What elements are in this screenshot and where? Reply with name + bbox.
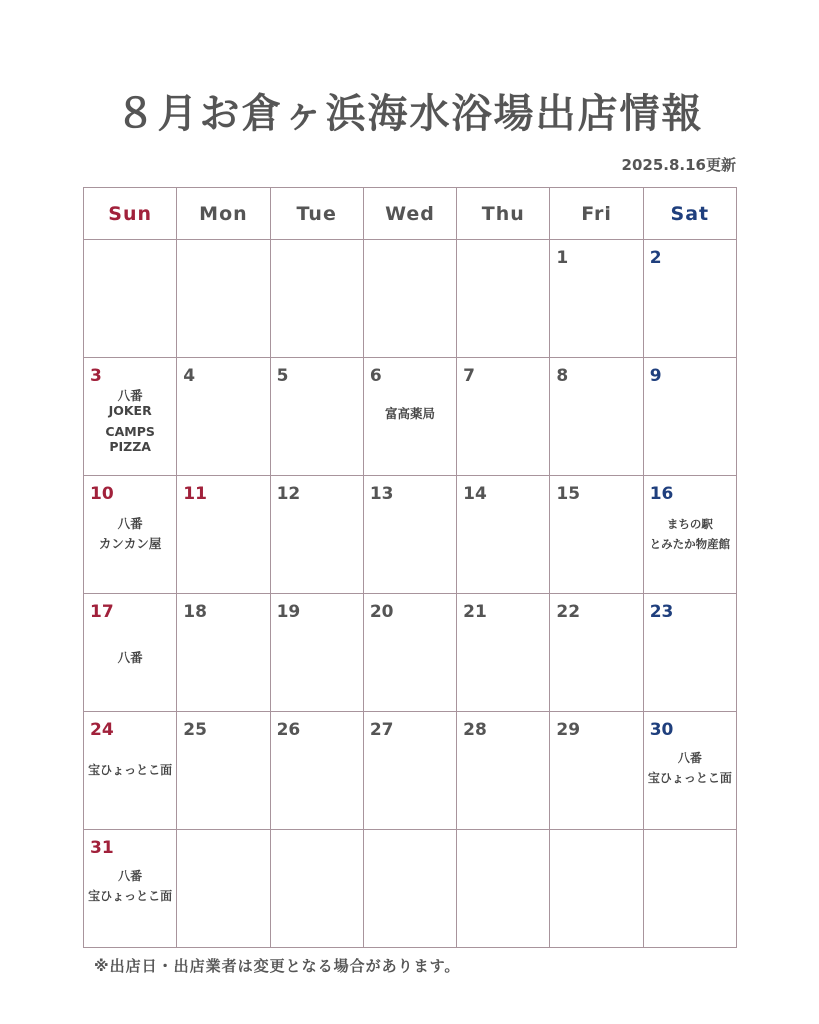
day-cell-24: [84, 712, 177, 830]
day-cell-18: [177, 594, 270, 712]
day-cell-7: [457, 358, 550, 476]
page-title: ８月お倉ヶ浜海水浴場出店情報: [115, 91, 704, 137]
day-cell-23: [643, 594, 736, 712]
day-number: 19: [276, 602, 301, 622]
event-item: 八番: [117, 650, 143, 665]
updated-date: 2025.8.16更新: [621, 156, 736, 174]
day-cell-29: [550, 712, 643, 830]
empty-cell: [177, 830, 270, 948]
event-item: 八番: [118, 869, 143, 883]
day-cell-15: [550, 476, 643, 594]
event-list: [84, 388, 176, 454]
day-number: 20: [369, 602, 394, 622]
day-number: 17: [90, 602, 114, 622]
event-item: JOKER: [108, 403, 152, 418]
week-row-2: [84, 358, 737, 476]
event-list: [644, 748, 736, 788]
day-number: 21: [463, 602, 487, 622]
empty-cell: [457, 240, 550, 358]
day-cell-20: [363, 594, 456, 712]
day-cell-14: [457, 476, 550, 594]
event-item: PIZZA: [109, 439, 151, 454]
event-list: [84, 866, 176, 906]
day-number: 3: [90, 366, 102, 386]
calendar-table: [83, 187, 737, 948]
day-number: 28: [463, 720, 487, 740]
week-row-4: [84, 594, 737, 712]
weekday-wed: Wed: [363, 188, 456, 240]
day-number: 29: [556, 720, 581, 740]
day-cell-16: [643, 476, 736, 594]
weekday-tue: Tue: [270, 188, 363, 240]
event-item: とみたか物産館: [649, 537, 731, 551]
day-cell-4: [177, 358, 270, 476]
day-number: 16: [649, 484, 674, 504]
empty-cell: [363, 240, 456, 358]
day-number: 4: [183, 366, 196, 386]
day-cell-1: [550, 240, 643, 358]
day-number: 27: [369, 720, 394, 740]
event-item: 宝ひょっとこ面: [88, 763, 173, 777]
day-number: 22: [556, 602, 581, 622]
day-cell-25: [177, 712, 270, 830]
day-cell-8: [550, 358, 643, 476]
day-number: 23: [649, 602, 674, 622]
day-number: 24: [90, 720, 114, 740]
day-cell-31: [84, 830, 177, 948]
event-item: CAMPS: [105, 424, 155, 439]
day-cell-6: [363, 358, 456, 476]
week-row-5: [84, 712, 737, 830]
day-cell-10: [84, 476, 177, 594]
week-row-6: [84, 830, 737, 948]
event-item: 八番: [677, 751, 702, 765]
event-item: 宝ひょっとこ面: [88, 889, 173, 903]
day-number: 26: [276, 720, 301, 740]
day-cell-5: [270, 358, 363, 476]
day-number: 1: [556, 248, 569, 268]
day-cell-2: [643, 240, 736, 358]
event-list: [364, 404, 456, 424]
footer-note: ※出店日・出店業者は変更となる場合があります。: [94, 957, 461, 975]
day-cell-28: [457, 712, 550, 830]
empty-cell: [177, 240, 270, 358]
weekday-mon: Mon: [177, 188, 270, 240]
day-cell-21: [457, 594, 550, 712]
week-row-1: [84, 240, 737, 358]
event-item: 富高薬局: [384, 406, 435, 421]
day-number: 7: [463, 366, 475, 386]
day-number: 31: [90, 838, 114, 858]
day-cell-22: [550, 594, 643, 712]
day-cell-13: [363, 476, 456, 594]
event-item: まちの駅: [666, 517, 713, 531]
weekday-thu: Thu: [457, 188, 550, 240]
week-row-3: [84, 476, 737, 594]
day-number: 25: [183, 720, 207, 740]
day-number: 5: [276, 366, 289, 386]
day-number: 13: [369, 484, 394, 504]
day-cell-26: [270, 712, 363, 830]
empty-cell: [643, 830, 736, 948]
event-item: 八番: [117, 388, 143, 403]
event-item: 八番: [117, 516, 143, 531]
day-number: 6: [369, 366, 382, 386]
event-list: [644, 514, 736, 554]
day-number: 15: [556, 484, 581, 504]
empty-cell: [84, 240, 177, 358]
day-cell-17: [84, 594, 177, 712]
event-list: [84, 514, 176, 554]
empty-cell: [270, 240, 363, 358]
day-number: 12: [276, 484, 301, 504]
day-number: 11: [183, 484, 207, 504]
weekday-fri: Fri: [550, 188, 643, 240]
day-number: 2: [649, 248, 662, 268]
day-cell-19: [270, 594, 363, 712]
empty-cell: [270, 830, 363, 948]
event-list: [84, 760, 176, 780]
day-cell-30: [643, 712, 736, 830]
day-cell-12: [270, 476, 363, 594]
weekday-sat: Sat: [643, 188, 736, 240]
day-cell-3: [84, 358, 177, 476]
day-number: 14: [463, 484, 487, 504]
empty-cell: [550, 830, 643, 948]
empty-cell: [363, 830, 456, 948]
day-cell-27: [363, 712, 456, 830]
day-cell-11: [177, 476, 270, 594]
weekday-header-row: [84, 188, 737, 240]
day-number: 30: [649, 720, 674, 740]
empty-cell: [457, 830, 550, 948]
weekday-sun: Sun: [84, 188, 177, 240]
day-cell-9: [643, 358, 736, 476]
day-number: 18: [183, 602, 207, 622]
day-number: 9: [649, 366, 662, 386]
day-number: 10: [90, 484, 114, 504]
event-list: [84, 648, 176, 668]
event-item: 宝ひょっとこ面: [647, 771, 732, 785]
day-number: 8: [556, 366, 569, 386]
event-item: カンカン屋: [98, 536, 162, 551]
